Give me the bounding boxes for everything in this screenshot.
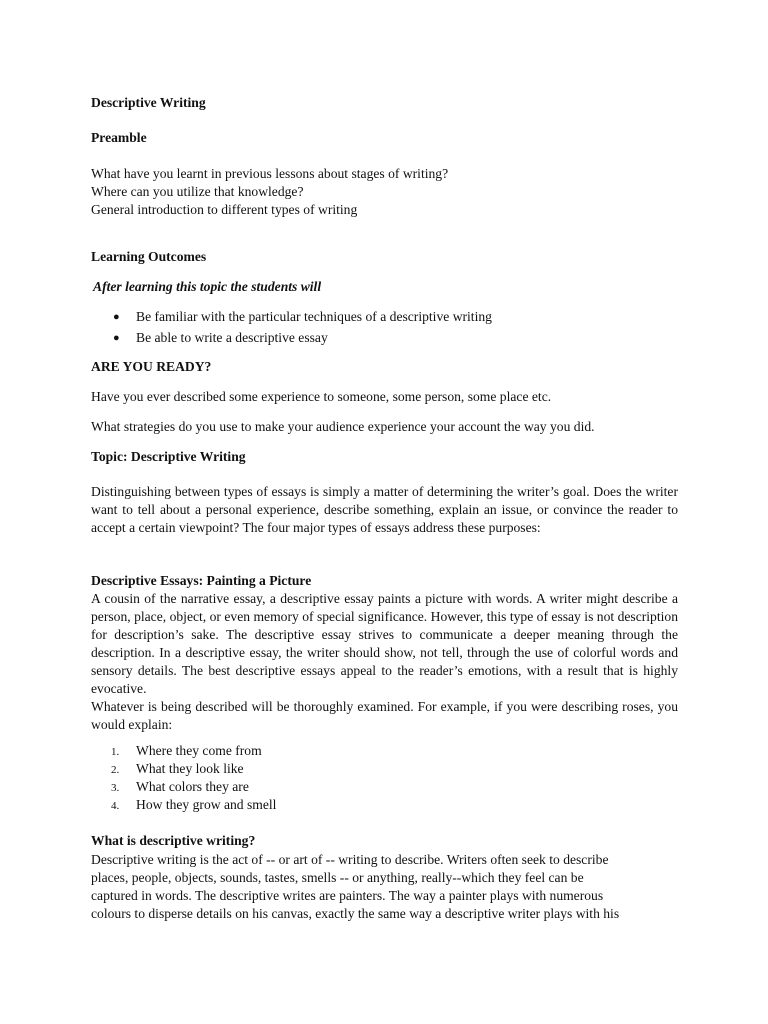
outcomes-list	[91, 308, 492, 347]
ready-question: Have you ever described some experience to someone, some person, some place etc.	[91, 389, 552, 404]
what-is-line: Descriptive writing is the act of -- or art of -- writing to describe. Writers often seek to describe	[91, 852, 609, 867]
outcomes-intro: After learning this topic the students will	[93, 279, 322, 294]
preamble-line: What have you learnt in previous lessons about stages of writing?	[91, 166, 449, 181]
list-item	[91, 760, 276, 778]
document-title: Descriptive Writing	[91, 95, 206, 110]
preamble-line: General introduction to different types of writing	[91, 202, 358, 217]
list-number: 3.	[111, 782, 120, 794]
list-item-text: What they look like	[136, 761, 244, 776]
what-is-line: places, people, objects, sounds, tastes, smells -- or anything, really--which they feel can be	[91, 870, 584, 885]
preamble-line: Where can you utilize that knowledge?	[91, 184, 304, 199]
topic-paragraph: Distinguishing between types of essays is simply a matter of determining the writer’s goal. Does the writer want to tell about a personal experience, describe something, explain an issue, or convince the reader to accept a certain viewpoint? The four major types of essays address these purposes:	[91, 484, 678, 535]
ready-heading: ARE YOU READY?	[91, 359, 212, 374]
what-is-line: colours to disperse details on his canvas, exactly the same way a descriptive writer plays with his	[91, 906, 620, 921]
ready-question: What strategies do you use to make your audience experience your account the way you did.	[91, 419, 595, 434]
list-number: 4.	[111, 800, 120, 812]
list-item-text: What colors they are	[136, 779, 249, 794]
list-item	[91, 329, 492, 347]
preamble-heading: Preamble	[91, 130, 147, 145]
list-item-text: How they grow and smell	[136, 797, 277, 812]
learning-outcomes-heading: Learning Outcomes	[91, 249, 207, 264]
painting-paragraph: A cousin of the narrative essay, a descriptive essay paints a picture with words. A writer might describe a person, place, object, or even memory of special significance. However, this type of essay is not description for description’s sake. The descriptive essay strives to communicate a deeper meaning through the description. In a descriptive essay, the writer should show, not tell, through the use of colorful words and sensory details. The best descriptive essays appeal to the reader’s emotions, with a result that is highly evocative.	[91, 591, 678, 696]
rose-list	[91, 742, 276, 814]
list-number: 1.	[111, 746, 120, 758]
list-number: 2.	[111, 764, 120, 776]
painting-heading: Descriptive Essays: Painting a Picture	[91, 573, 312, 588]
list-item	[91, 308, 492, 326]
topic-label: Topic: Descriptive Writing	[91, 449, 246, 464]
bullet-icon: ●	[113, 311, 120, 323]
list-item-text: Be able to write a descriptive essay	[136, 330, 328, 345]
list-item	[91, 796, 276, 814]
what-is-heading: What is descriptive writing?	[91, 833, 256, 848]
list-item-text: Be familiar with the particular techniques of a descriptive writing	[136, 309, 492, 324]
painting-paragraph-2: Whatever is being described will be thoroughly examined. For example, if you were describing roses, you would explain:	[91, 699, 678, 732]
list-item	[91, 778, 276, 796]
list-item	[91, 742, 276, 760]
what-is-line: captured in words. The descriptive writes are painters. The way a painter plays with numerous	[91, 888, 604, 903]
list-item-text: Where they come from	[136, 743, 262, 758]
bullet-icon: ●	[113, 332, 120, 344]
